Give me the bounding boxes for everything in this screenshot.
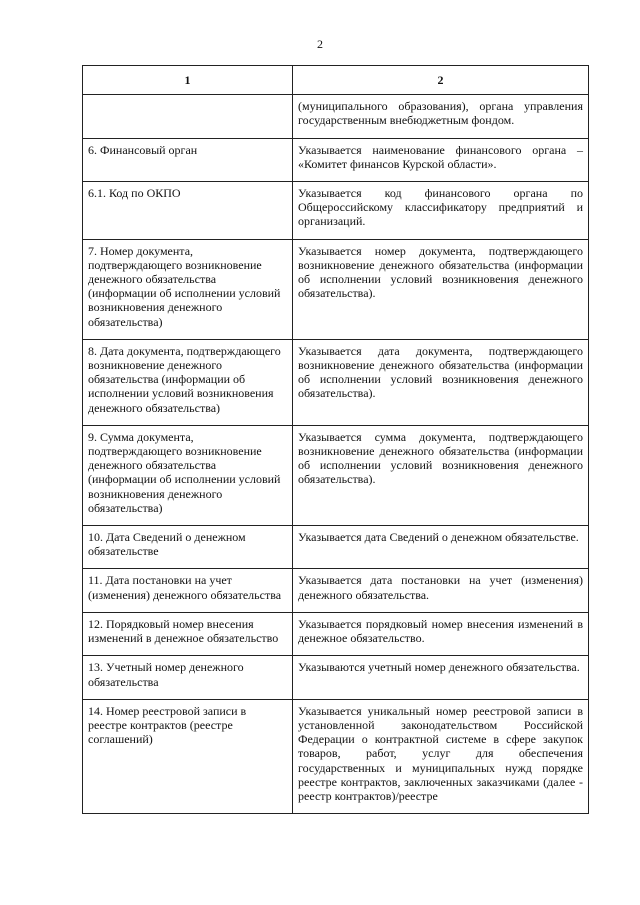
table-row	[83, 138, 589, 181]
table-row	[83, 569, 589, 612]
requisites-table	[82, 65, 589, 814]
table-row	[83, 239, 589, 339]
field-description-cell: Указывается код финансового органа по Общероссийскому классификатору предприятий и организаций.	[293, 182, 589, 240]
table-row	[83, 526, 589, 569]
field-name-cell: 6.1. Код по ОКПО	[83, 182, 293, 240]
field-name-cell: 13. Учетный номер денежного обязательства	[83, 656, 293, 699]
field-description-cell: (муниципального образования), органа управления государственным внебюджетным фондом.	[293, 95, 589, 138]
field-description-cell: Указывается уникальный номер реестровой записи в установленной законодательством Российской Федерации о контрактной системе в сфере закупок товаров, работ, услуг для обеспечения государственных и муниципальных нужд порядке реестре контрактов, заключенных заказчиками (далее - реестр контрактов)/реестре	[293, 699, 589, 813]
field-name-cell: 9. Сумма документа, подтверждающего возникновение денежного обязательства (информации об исполнении условий возникновения денежного обязательства)	[83, 425, 293, 525]
table-row	[83, 182, 589, 240]
table-row	[83, 425, 589, 525]
table-row	[83, 95, 589, 138]
table-row	[83, 612, 589, 655]
field-name-cell: 12. Порядковый номер внесения изменений в денежное обязательство	[83, 612, 293, 655]
table-row	[83, 699, 589, 813]
page-number: 2	[317, 37, 323, 51]
field-name-cell: 6. Финансовый орган	[83, 138, 293, 181]
field-description-cell: Указывается дата постановки на учет (изменения) денежного обязательства.	[293, 569, 589, 612]
field-description-cell: Указывается номер документа, подтверждающего возникновение денежного обязательства (информации об исполнении условий возникновения денежного обязательства).	[293, 239, 589, 339]
field-description-cell: Указывается дата документа, подтверждающего возникновение денежного обязательства (информации об исполнении условий возникновения денежного обязательства).	[293, 339, 589, 425]
field-description-cell: Указывается порядковый номер внесения изменений в денежное обязательство.	[293, 612, 589, 655]
field-name-cell: 7. Номер документа, подтверждающего возникновение денежного обязательства (информации об исполнении условий возникновения денежного обязательства)	[83, 239, 293, 339]
field-name-cell: 10. Дата Сведений о денежном обязательстве	[83, 526, 293, 569]
field-description-cell: Указывается наименование финансового органа – «Комитет финансов Курской области».	[293, 138, 589, 181]
table-row	[83, 656, 589, 699]
field-name-cell: 11. Дата постановки на учет (изменения) денежного обязательства	[83, 569, 293, 612]
field-name-cell: 14. Номер реестровой записи в реестре контрактов (реестре соглашений)	[83, 699, 293, 813]
table-header-row	[83, 66, 589, 95]
field-description-cell: Указываются учетный номер денежного обязательства.	[293, 656, 589, 699]
table-row	[83, 339, 589, 425]
column-header-1: 1	[83, 66, 293, 95]
field-description-cell: Указывается дата Сведений о денежном обязательстве.	[293, 526, 589, 569]
field-name-cell: 8. Дата документа, подтверждающего возникновение денежного обязательства (информации об исполнении условий возникновения денежного обязательства)	[83, 339, 293, 425]
field-description-cell: Указывается сумма документа, подтверждающего возникновение денежного обязательства (информации об исполнении условий возникновения денежного обязательства).	[293, 425, 589, 525]
column-header-2: 2	[293, 66, 589, 95]
field-name-cell	[83, 95, 293, 138]
